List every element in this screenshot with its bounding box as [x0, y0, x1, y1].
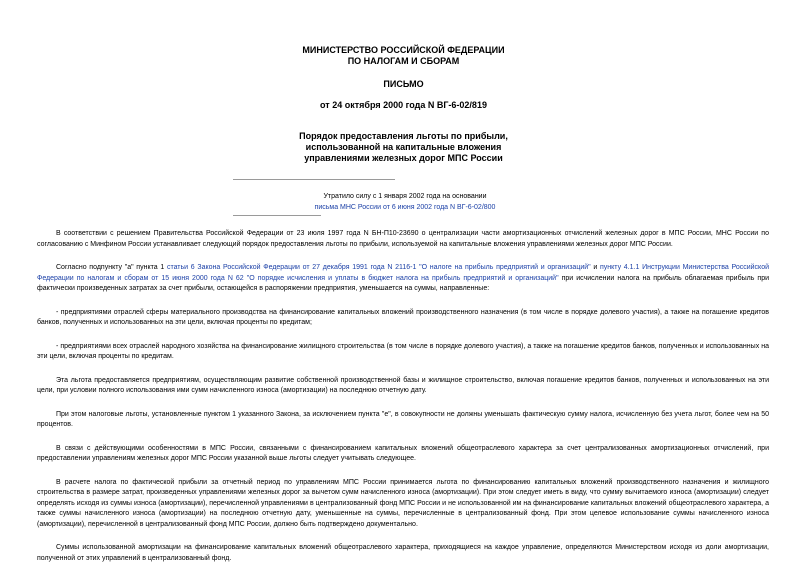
status-note-text: Утратило силу с 1 января 2002 года на основании	[323, 193, 487, 200]
paragraph-1: В соответствии с решением Правительства Российской Федерации от 23 июля 1997 года N БН-П10-23690 о централизации части амортизационных отчислений железных дорог в МПС России, МНС России по согласованию с Минфином России устанавливает следующий порядок предоставления льготы по прибыли, используемой на капитальные вложения управлениями железных дорог МПС России.	[37, 230, 769, 248]
paragraph-7: В связи с действующими особенностями в МПС России, связанными с финансированием капитальных вложений общеотраслевого характера за счет централизованных амортизационных отчислений, при предоставлении управлениям железных дорог МПС России указанной выше льготы следует учитывать следующее.	[37, 444, 769, 462]
bottom-divider	[233, 215, 321, 216]
instruction-link[interactable]: пункту 4.1.1 Инструкции Министерства Российской Федерации по налогам и сборам от 15 июня 2000 года N 62 "О порядке исчисления и уплаты в бюджет налога на прибыль предприятий и организаций"	[37, 264, 769, 282]
status-note-link[interactable]: письма МНС России от 6 июня 2002 года N ВГ-6-02/800	[314, 204, 496, 211]
document-subject	[0, 131, 807, 164]
paragraph-4: - предприятиями всех отраслей народного хозяйства на финансирование жилищного строительства (в том числе в порядке долевого участия), а также на погашение кредитов банков, полученных и использованных на эти цели, включая проценты по кредитам.	[37, 342, 769, 360]
paragraph-6: При этом налоговые льготы, установленные пунктом 1 указанного Закона, за исключением пункта "е", в совокупности не должны уменьшать фактическую сумму налога, исчисленную без учета льгот, более чем на 50 процентов.	[37, 410, 769, 428]
subject-line-3: управлениями железных дорог МПС России	[304, 153, 503, 163]
ministry-heading	[0, 45, 807, 67]
top-divider	[233, 179, 395, 180]
paragraph-9: Суммы использованной амортизации на финансирование капитальных вложений общеотраслевого характера, приходящиеся на каждое управление, определяются Министерством исходя из доли амортизации, полученной от этих управлений в централизованный фонд.	[37, 544, 769, 562]
ministry-line-2: ПО НАЛОГАМ И СБОРАМ	[347, 56, 460, 66]
document-type: ПИСЬМО	[383, 79, 424, 89]
document-body	[37, 229, 769, 577]
law-link[interactable]: статьи 6 Закона Российской Федерации от 27 декабря 1991 года N 2116-1 "О налоге на прибыль предприятий и организаций"	[166, 264, 591, 271]
paragraph-2-text-3: при исчислении налога на прибыль облагаемая прибыль при фактически произведенных затратах за счет прибыли, остающейся в распоряжении предприятия, уменьшается на суммы, направленные:	[37, 274, 769, 292]
paragraph-2-text-1: Согласно подпункту "а" пункта 1	[56, 264, 167, 271]
paragraph-5: Эта льгота предоставляется предприятиям, осуществляющим развитие собственной производственной базы и жилищное строительство, включая погашение кредитов банков, полученных и использованных на эти цели, при условии полного использования ими сумм начисленного износа (амортизации) на последнюю отчетную дату.	[37, 376, 769, 394]
paragraph-8: В расчете налога по фактической прибыли за отчетный период по управлениям МПС России принимается льгота по финансированию капитальных вложений производственного назначения и жилищного строительства в размере затрат, произведенных управлениями железных дорог за вычетом сумм начисленного износа (амортизации). При этом следует иметь в виду, что сумму вычитаемого износа (амортизации) следует определять исходя из суммы износа (амортизации), перечисленной управлениями в централизованный фонд МПС России и не использованной им на финансирование капитальных вложений общеотраслевого характера, а также суммы начисленного износа (амортизации) на последнюю отчетную дату, уменьшенные на суммы, перечисленные в централизованный фонд. При этом целевое использование суммы начисленного износа (амортизации), перечисленной в централизованный фонд МПС России, должно быть подтверждено документально.	[37, 478, 769, 528]
status-note	[250, 191, 560, 213]
paragraph-3: - предприятиями отраслей сферы материального производства на финансирование капитальных вложений производственного назначения (в том числе в порядке долевого участия), а также на погашение кредитов банков, полученных и использованных на эти цели, включая проценты по кредитам;	[37, 308, 769, 326]
document-date-number: от 24 октября 2000 года N ВГ-6-02/819	[320, 100, 487, 110]
subject-line-1: Порядок предоставления льготы по прибыли,	[299, 131, 508, 141]
ministry-line-1: МИНИСТЕРСТВО РОССИЙСКОЙ ФЕДЕРАЦИИ	[302, 45, 505, 55]
subject-line-2: использованной на капитальные вложения	[305, 142, 502, 152]
paragraph-2-text-2: и	[590, 264, 600, 271]
paragraph-2	[37, 263, 769, 295]
